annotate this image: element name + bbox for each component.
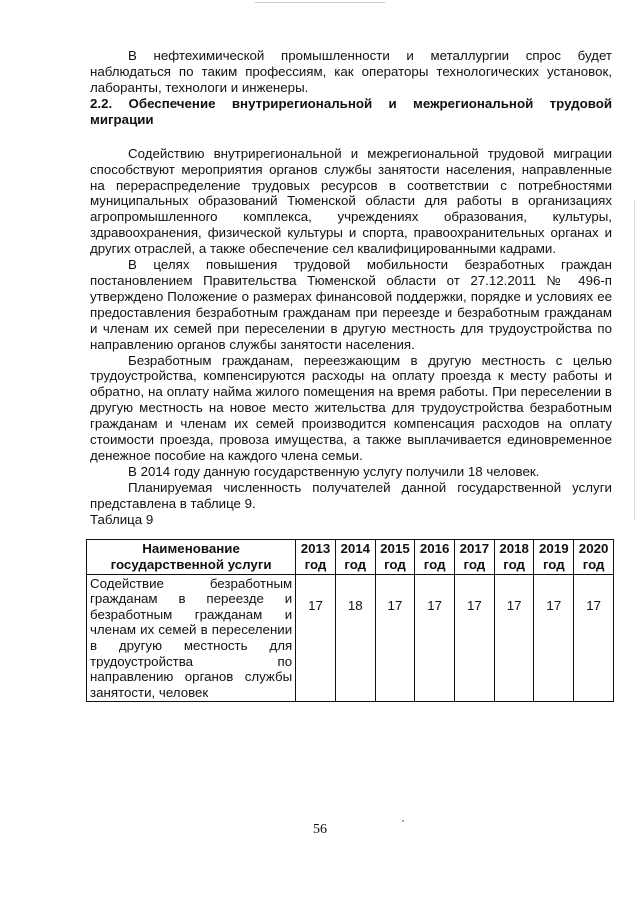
value-cell: 18	[335, 574, 375, 702]
section-heading: 2.2. Обеспечение внутрирегиональной и межрегиональной трудовой миграции	[90, 95, 612, 127]
scan-speck	[402, 820, 404, 822]
paragraph-migration: Содействию внутрирегиональной и межрегиональной трудовой миграции способствуют мероприятия органов службы занятости населения, направленные на перераспределение трудовых ресурсов в соответствии с потребностями муниципальных образований Тюменской области для работы в организациях агропромышленного комплекса, учреждениях образования, культуры, здравоохранения, физической культуры и спорта, правоохранительных органах и других отраслей, а также обеспечение сел квалифицированными кадрами.	[90, 145, 612, 257]
document-body	[90, 48, 612, 702]
paragraph-2014: В 2014 году данную государственную услугу получили 18 человек.	[128, 463, 540, 479]
value-cell: 17	[534, 574, 574, 702]
header-year: 2020 год	[574, 540, 614, 574]
table-header-row	[87, 540, 614, 574]
header-year: 2014 год	[335, 540, 375, 574]
header-year: 2017 год	[455, 540, 495, 574]
value-cell: 17	[415, 574, 455, 702]
service-name-cell: Содействие безработным гражданам в переезде и безработным гражданам и членам их семей в переселении в другую местность для трудоустройства по направлению органов службы занятости, человек	[87, 574, 296, 702]
page-number: 56	[313, 822, 327, 837]
header-year: 2015 год	[375, 540, 415, 574]
header-service-name: Наименование государственной услуги	[87, 540, 296, 574]
value-cell: 17	[296, 574, 336, 702]
table-caption: Таблица 9	[90, 511, 154, 527]
scan-artifact-right	[634, 200, 637, 520]
header-year: 2018 год	[494, 540, 534, 574]
header-year: 2013 год	[296, 540, 336, 574]
header-year: 2019 год	[534, 540, 574, 574]
value-cell: 17	[375, 574, 415, 702]
paragraph-compensation: Безработным гражданам, переезжающим в другую местность с целью трудоустройства, компенсируются расходы на оплату проезда к месту работы и обратно, на оплату найма жилого помещения на время работы. При переселении в другую местность на новое место жительства для трудоустройства безработным гражданам и членам их семей производится компенсация расходов на оплату стоимости проезда, провоза имущества, а также выплачивается единовременное денежное пособие на каждого члена семьи.	[90, 352, 612, 463]
header-year: 2016 год	[415, 540, 455, 574]
paragraph-petrochemical: В нефтехимической промышленности и металлургии спрос будет наблюдаться по таким профессиям, как операторы технологических установок, лаборанты, технологи и инженеры.	[90, 48, 612, 95]
value-cell: 17	[494, 574, 534, 702]
value-cell: 17	[455, 574, 495, 702]
table-row	[87, 574, 614, 702]
scan-artifact-top	[255, 2, 385, 3]
value-cell: 17	[574, 574, 614, 702]
recipients-table	[86, 539, 614, 702]
paragraph-planned: Планируемая численность получателей данной государственной услуги представлена в таблице 9.	[90, 479, 612, 511]
paragraph-mobility: В целях повышения трудовой мобильности безработных граждан постановлением Правительства Тюменской области от 27.12.2011 № 496-п утверждено Положение о размерах финансовой поддержки, порядке и условиях ее предоставления безработным гражданам при переезде и безработным гражданам и членам их семей при переселении в другую местность для трудоустройства по направлению органов службы занятости населения.	[90, 257, 612, 352]
